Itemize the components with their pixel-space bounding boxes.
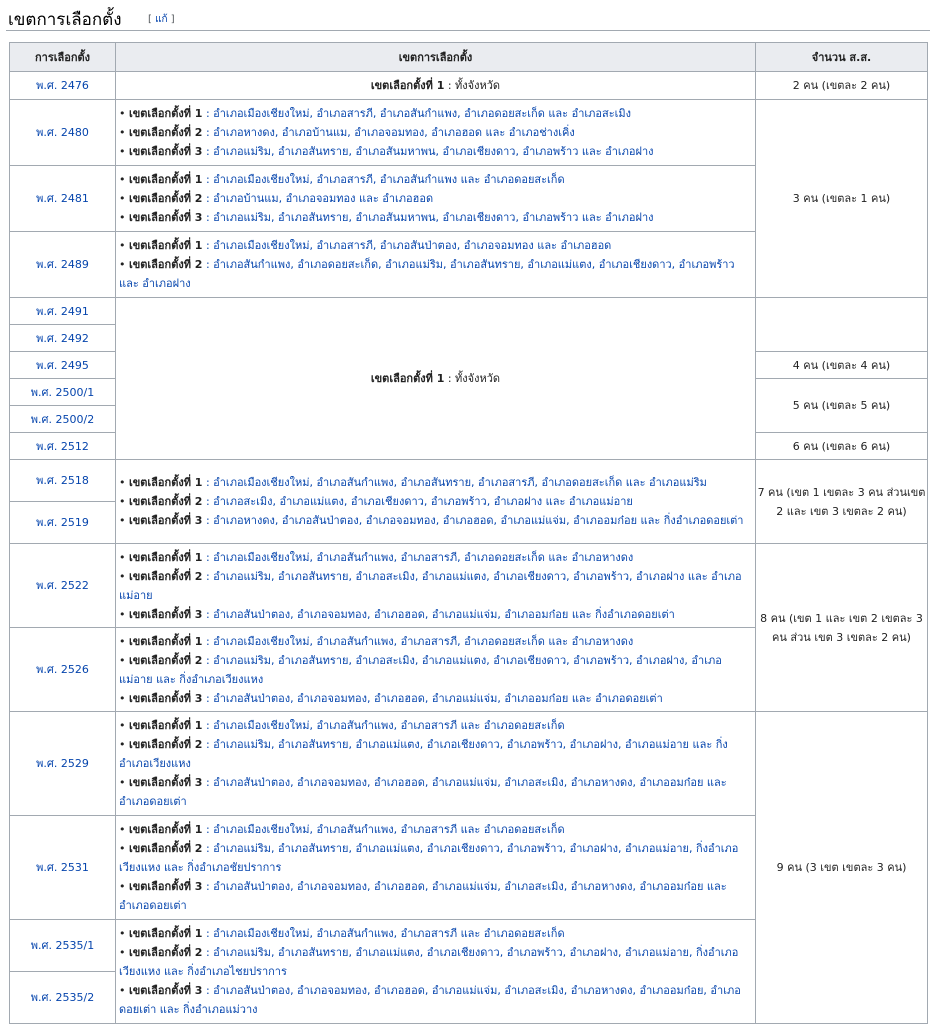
district-cell [116, 628, 756, 712]
district-line: • เขตเลือกตั้งที่ 1 : อำเภอเมืองเชียงใหม่, อำเภอสันกำแพง, อำเภอสารภี และ อำเภอดอยสะเก็ด [119, 719, 565, 732]
district-label: เขตเลือกตั้งที่ 1 [129, 823, 203, 836]
district-line: • เขตเลือกตั้งที่ 2 : อำเภอแม่ริม, อำเภอสันทราย, อำเภอสะเมิง, อำเภอแม่แตง, อำเภอเชียงดาว, อำเภอพร้าว, อำเภอฝาง และ อำเภอแม่อาย [119, 569, 742, 602]
district-cell [116, 712, 756, 816]
whole-province-text: : ทั้งจังหวัด [444, 372, 501, 385]
year-link[interactable]: พ.ศ. 2480 [10, 100, 116, 166]
year-link[interactable]: พ.ศ. 2531 [10, 816, 116, 920]
mp-count-empty [756, 298, 928, 352]
section-title: เขตการเลือกตั้ง [8, 10, 122, 30]
district-line: • เขตเลือกตั้งที่ 3 : อำเภอแม่ริม, อำเภอสันทราย, อำเภอสันมหาพน, อำเภอเชียงดาว, อำเภอพร้าว และ อำเภอฝาง [119, 145, 654, 158]
district-label: เขตเลือกตั้งที่ 2 [129, 258, 203, 271]
district-label: เขตเลือกตั้งที่ 3 [129, 211, 203, 224]
district-line: • เขตเลือกตั้งที่ 2 : อำเภอบ้านแม, อำเภอจอมทอง และ อำเภอฮอด [119, 192, 434, 205]
district-label: เขตเลือกตั้งที่ 2 [129, 738, 203, 751]
district-line: • เขตเลือกตั้งที่ 3 : อำเภอแม่ริม, อำเภอสันทราย, อำเภอสันมหาพน, อำเภอเชียงดาว, อำเภอพร้าว และ อำเภอฝาง [119, 211, 654, 224]
district-cell [116, 100, 756, 166]
district-line: • เขตเลือกตั้งที่ 3 : อำเภอสันป่าตอง, อำเภอจอมทอง, อำเภอฮอด, อำเภอแม่แจ่ม, อำเภออมก๋อย และ กิ่งอำเภอดอยเต่า [119, 607, 675, 621]
district-line: • เขตเลือกตั้งที่ 1 : อำเภอเมืองเชียงใหม่, อำเภอสันกำแพง, อำเภอสารภี, อำเภอดอยสะเก็ด และ อำเภอหางดง [119, 634, 634, 648]
district-line: • เขตเลือกตั้งที่ 2 : อำเภอสันกำแพง, อำเภอดอยสะเก็ด, อำเภอแม่ริม, อำเภอสันทราย, อำเภอแม่แตง, อำเภอเชียงดาว, อำเภอพร้าว และ อำเภอฝาง [119, 258, 735, 290]
district-line: • เขตเลือกตั้งที่ 3 : อำเภอสันป่าตอง, อำเภอจอมทอง, อำเภอฮอด, อำเภอแม่แจ่ม, อำเภอสะเมิง, อำเภอหางดง, อำเภออมก๋อย, อำเภอดอยเต่า และ กิ่งอำเภอแม่วาง [119, 984, 741, 1016]
district-amphoe-list[interactable]: : อำเภอสันป่าตอง, อำเภอจอมทอง, อำเภอฮอด, อำเภอแม่แจ่ม, อำเภออมก๋อย และ อำเภอดอยเต่า [202, 691, 663, 705]
year-link[interactable]: พ.ศ. 2535/1 [10, 920, 116, 972]
district-amphoe-list[interactable]: : อำเภอเมืองเชียงใหม่, อำเภอสารภี, อำเภอสันป่าตอง, อำเภอจอมทอง และ อำเภอฮอด [202, 239, 612, 252]
year-link[interactable]: พ.ศ. 2518 [10, 460, 116, 502]
edit-link-label[interactable]: แก้ [155, 14, 168, 25]
district-amphoe-list[interactable]: : อำเภอบ้านแม, อำเภอจอมทอง และ อำเภอฮอด [202, 192, 434, 205]
district-line: • เขตเลือกตั้งที่ 1 : อำเภอเมืองเชียงใหม่, อำเภอสารภี, อำเภอสันกำแพง, อำเภอดอยสะเก็ด และ อำเภอสะเมิง [119, 107, 631, 120]
district-line: • เขตเลือกตั้งที่ 1 : อำเภอเมืองเชียงใหม่, อำเภอสันกำแพง, อำเภอสารภี และ อำเภอดอยสะเก็ด [119, 823, 565, 836]
mp-count: 4 คน (เขตละ 4 คน) [756, 352, 928, 379]
header-constituency: เขตการเลือกตั้ง [116, 43, 756, 72]
district-label: เขตเลือกตั้งที่ 1 [129, 476, 203, 489]
district-amphoe-list[interactable]: : อำเภอเมืองเชียงใหม่, อำเภอสันกำแพง, อำเภอสันทราย, อำเภอสารภี, อำเภอดอยสะเก็ด และ อำเภอแม่ริม [202, 476, 707, 489]
district-amphoe-list[interactable]: : อำเภอแม่ริม, อำเภอสันทราย, อำเภอสะเมิง, อำเภอแม่แตง, อำเภอเชียงดาว, อำเภอพร้าว, อำเภอฝาง, อำเภอแม่อาย และ กิ่งอำเภอเวียงแหง [119, 653, 722, 686]
district-label: เขตเลือกตั้งที่ 3 [129, 880, 203, 893]
header-election: การเลือกตั้ง [10, 43, 116, 72]
district-label: เขตเลือกตั้งที่ 2 [129, 126, 203, 139]
section-heading [6, 2, 930, 31]
whole-province-cell [116, 72, 756, 100]
year-link[interactable]: พ.ศ. 2522 [10, 544, 116, 628]
district-label: เขตเลือกตั้งที่ 2 [129, 569, 203, 583]
district-amphoe-list[interactable]: : อำเภอเมืองเชียงใหม่, อำเภอสารภี, อำเภอสันกำแพง และ อำเภอดอยสะเก็ด [202, 173, 565, 186]
year-link[interactable]: พ.ศ. 2500/1 [10, 379, 116, 406]
district-line: • เขตเลือกตั้งที่ 2 : อำเภอสะเมิง, อำเภอแม่แตง, อำเภอเชียงดาว, อำเภอพร้าว, อำเภอฝาง และ อำเภอแม่อาย [119, 495, 633, 508]
district-amphoe-list[interactable]: : อำเภอเมืองเชียงใหม่, อำเภอสารภี, อำเภอสันกำแพง, อำเภอดอยสะเก็ด และ อำเภอสะเมิง [202, 107, 631, 120]
mp-count: 2 คน (เขตละ 2 คน) [756, 72, 928, 100]
header-mp-count: จำนวน ส.ส. [756, 43, 928, 72]
district-label: เขตเลือกตั้งที่ 1 [370, 372, 445, 385]
year-link[interactable]: พ.ศ. 2491 [10, 298, 116, 325]
district-amphoe-list[interactable]: : อำเภอสันป่าตอง, อำเภอจอมทอง, อำเภอฮอด, อำเภอแม่แจ่ม, อำเภออมก๋อย และ กิ่งอำเภอดอยเต่า [202, 607, 675, 621]
district-line: • เขตเลือกตั้งที่ 1 : อำเภอเมืองเชียงใหม่, อำเภอสันกำแพง, อำเภอสันทราย, อำเภอสารภี, อำเภอดอยสะเก็ด และ อำเภอแม่ริม [119, 476, 707, 489]
district-amphoe-list[interactable]: : อำเภอหางดง, อำเภอบ้านแม, อำเภอจอมทอง, อำเภอฮอด และ อำเภอช่างเคิ่ง [202, 126, 575, 139]
year-link[interactable]: พ.ศ. 2512 [10, 433, 116, 460]
district-label: เขตเลือกตั้งที่ 1 [129, 107, 203, 120]
district-amphoe-list[interactable]: : อำเภอแม่ริม, อำเภอสันทราย, อำเภอแม่แตง, อำเภอเชียงดาว, อำเภอพร้าว, อำเภอฝาง, อำเภอแม่อาย และ กิ่งอำเภอเวียงแหง [119, 738, 728, 770]
mp-count: 8 คน (เขต 1 และ เขต 2 เขตละ 3 คน ส่วน เขต 3 เขตละ 2 คน) [756, 544, 928, 712]
year-link[interactable]: พ.ศ. 2492 [10, 325, 116, 352]
constituency-table [9, 42, 928, 1024]
district-label: เขตเลือกตั้งที่ 2 [129, 842, 203, 855]
district-line: • เขตเลือกตั้งที่ 2 : อำเภอแม่ริม, อำเภอสันทราย, อำเภอสะเมิง, อำเภอแม่แตง, อำเภอเชียงดาว, อำเภอพร้าว, อำเภอฝาง, อำเภอแม่อาย และ กิ่งอำเภอเวียงแหง [119, 653, 722, 686]
district-amphoe-list[interactable]: : อำเภอแม่ริม, อำเภอสันทราย, อำเภอสันมหาพน, อำเภอเชียงดาว, อำเภอพร้าว และ อำเภอฝาง [202, 145, 654, 158]
district-line: • เขตเลือกตั้งที่ 3 : อำเภอหางดง, อำเภอสันป่าตอง, อำเภอจอมทอง, อำเภอฮอด, อำเภอแม่แจ่ม, อำเภออมก๋อย และ กิ่งอำเภอดอยเต่า [119, 514, 744, 527]
district-amphoe-list[interactable]: : อำเภอเมืองเชียงใหม่, อำเภอสันกำแพง, อำเภอสารภี, อำเภอดอยสะเก็ด และ อำเภอหางดง [202, 550, 634, 564]
district-label: เขตเลือกตั้งที่ 1 [129, 173, 203, 186]
district-line: • เขตเลือกตั้งที่ 3 : อำเภอสันป่าตอง, อำเภอจอมทอง, อำเภอฮอด, อำเภอแม่แจ่ม, อำเภอสะเมิง, อำเภอหางดง, อำเภออมก๋อย และ อำเภอดอยเต่า [119, 880, 727, 912]
table-row [10, 544, 928, 628]
mp-count: 9 คน (3 เขต เขตละ 3 คน) [756, 712, 928, 1024]
district-cell [116, 816, 756, 920]
district-line: • เขตเลือกตั้งที่ 3 : อำเภอสันป่าตอง, อำเภอจอมทอง, อำเภอฮอด, อำเภอแม่แจ่ม, อำเภอสะเมิง, อำเภอหางดง, อำเภออมก๋อย และ อำเภอดอยเต่า [119, 776, 727, 808]
table-row [10, 298, 928, 325]
table-row [10, 712, 928, 816]
district-line: • เขตเลือกตั้งที่ 1 : อำเภอเมืองเชียงใหม่, อำเภอสารภี, อำเภอสันป่าตอง, อำเภอจอมทอง และ อำเภอฮอด [119, 239, 612, 252]
mp-count: 5 คน (เขตละ 5 คน) [756, 379, 928, 433]
district-cell [116, 460, 756, 544]
district-label: เขตเลือกตั้งที่ 3 [129, 691, 203, 705]
year-link[interactable]: พ.ศ. 2495 [10, 352, 116, 379]
district-amphoe-list[interactable]: : อำเภอสันกำแพง, อำเภอดอยสะเก็ด, อำเภอแม่ริม, อำเภอสันทราย, อำเภอแม่แตง, อำเภอเชียงดาว, อำเภอพร้าว และ อำเภอฝาง [119, 258, 735, 290]
edit-section-link[interactable]: [ แก้ ] [148, 14, 175, 25]
district-line: • เขตเลือกตั้งที่ 2 : อำเภอแม่ริม, อำเภอสันทราย, อำเภอแม่แตง, อำเภอเชียงดาว, อำเภอพร้าว, อำเภอฝาง, อำเภอแม่อาย, กิ่งอำเภอเวียงแหง และ กิ่งอำเภอไชยปราการ [119, 946, 739, 978]
table-row [10, 100, 928, 166]
district-amphoe-list[interactable]: : อำเภอแม่ริม, อำเภอสันทราย, อำเภอแม่แตง, อำเภอเชียงดาว, อำเภอพร้าว, อำเภอฝาง, อำเภอแม่อาย, กิ่งอำเภอเวียงแหง และ กิ่งอำเภอไชยปราการ [119, 946, 739, 978]
year-link[interactable]: พ.ศ. 2500/2 [10, 406, 116, 433]
district-label: เขตเลือกตั้งที่ 3 [129, 776, 203, 789]
district-label: เขตเลือกตั้งที่ 2 [129, 946, 203, 959]
district-label: เขตเลือกตั้งที่ 2 [129, 192, 203, 205]
district-amphoe-list[interactable]: : อำเภอแม่ริม, อำเภอสันทราย, อำเภอแม่แตง, อำเภอเชียงดาว, อำเภอพร้าว, อำเภอฝาง, อำเภอแม่อาย, กิ่งอำเภอเวียงแหง และ กิ่งอำเภอชัยปราการ [119, 842, 739, 874]
district-amphoe-list[interactable]: : อำเภอแม่ริม, อำเภอสันทราย, อำเภอสันมหาพน, อำเภอเชียงดาว, อำเภอพร้าว และ อำเภอฝาง [202, 211, 654, 224]
year-link[interactable]: พ.ศ. 2489 [10, 232, 116, 298]
district-cell [116, 232, 756, 298]
district-label: เขตเลือกตั้งที่ 1 [129, 634, 203, 648]
district-line: • เขตเลือกตั้งที่ 3 : อำเภอสันป่าตอง, อำเภอจอมทอง, อำเภอฮอด, อำเภอแม่แจ่ม, อำเภออมก๋อย และ อำเภอดอยเต่า [119, 691, 663, 705]
year-link[interactable]: พ.ศ. 2481 [10, 166, 116, 232]
district-label: เขตเลือกตั้งที่ 2 [129, 653, 203, 667]
district-amphoe-list[interactable]: : อำเภอเมืองเชียงใหม่, อำเภอสันกำแพง, อำเภอสารภี และ อำเภอดอยสะเก็ด [202, 927, 565, 940]
district-label: เขตเลือกตั้งที่ 3 [129, 984, 203, 997]
district-amphoe-list[interactable]: : อำเภอแม่ริม, อำเภอสันทราย, อำเภอสะเมิง, อำเภอแม่แตง, อำเภอเชียงดาว, อำเภอพร้าว, อำเภอฝาง และ อำเภอแม่อาย [119, 569, 742, 602]
district-amphoe-list[interactable]: : อำเภอเมืองเชียงใหม่, อำเภอสันกำแพง, อำเภอสารภี และ อำเภอดอยสะเก็ด [202, 823, 565, 836]
district-cell [116, 544, 756, 628]
district-label: เขตเลือกตั้งที่ 1 [129, 239, 203, 252]
year-link[interactable]: พ.ศ. 2476 [10, 72, 116, 100]
year-link[interactable]: พ.ศ. 2535/2 [10, 972, 116, 1024]
district-amphoe-list[interactable]: : อำเภอหางดง, อำเภอสันป่าตอง, อำเภอจอมทอง, อำเภอฮอด, อำเภอแม่แจ่ม, อำเภออมก๋อย และ กิ่งอำเภอดอยเต่า [202, 514, 744, 527]
mp-count: 3 คน (เขตละ 1 คน) [756, 100, 928, 298]
mp-count: 6 คน (เขตละ 6 คน) [756, 433, 928, 460]
district-label: เขตเลือกตั้งที่ 1 [129, 719, 203, 732]
year-link[interactable]: พ.ศ. 2529 [10, 712, 116, 816]
district-line: • เขตเลือกตั้งที่ 1 : อำเภอเมืองเชียงใหม่, อำเภอสารภี, อำเภอสันกำแพง และ อำเภอดอยสะเก็ด [119, 173, 565, 186]
district-label: เขตเลือกตั้งที่ 3 [129, 145, 203, 158]
district-amphoe-list[interactable]: : อำเภอเมืองเชียงใหม่, อำเภอสันกำแพง, อำเภอสารภี และ อำเภอดอยสะเก็ด [202, 719, 565, 732]
district-label: เขตเลือกตั้งที่ 3 [129, 514, 203, 527]
district-label: เขตเลือกตั้งที่ 2 [129, 495, 203, 508]
district-amphoe-list[interactable]: : อำเภอสันป่าตอง, อำเภอจอมทอง, อำเภอฮอด, อำเภอแม่แจ่ม, อำเภอสะเมิง, อำเภอหางดง, อำเภออมก๋อย, อำเภอดอยเต่า และ กิ่งอำเภอแม่วาง [119, 984, 741, 1016]
table-row [10, 460, 928, 502]
table-header-row [10, 43, 928, 72]
year-link[interactable]: พ.ศ. 2526 [10, 628, 116, 712]
district-amphoe-list[interactable]: : อำเภอเมืองเชียงใหม่, อำเภอสันกำแพง, อำเภอสารภี, อำเภอดอยสะเก็ด และ อำเภอหางดง [202, 634, 634, 648]
whole-province-text: : ทั้งจังหวัด [444, 79, 501, 92]
district-label: เขตเลือกตั้งที่ 1 [129, 927, 203, 940]
district-label: เขตเลือกตั้งที่ 1 [370, 79, 445, 92]
district-amphoe-list[interactable]: : อำเภอสะเมิง, อำเภอแม่แตง, อำเภอเชียงดาว, อำเภอพร้าว, อำเภอฝาง และ อำเภอแม่อาย [202, 495, 633, 508]
district-cell [116, 166, 756, 232]
district-line: • เขตเลือกตั้งที่ 1 : อำเภอเมืองเชียงใหม่, อำเภอสันกำแพง, อำเภอสารภี, อำเภอดอยสะเก็ด และ อำเภอหางดง [119, 550, 634, 564]
district-label: เขตเลือกตั้งที่ 1 [129, 550, 203, 564]
district-amphoe-list[interactable]: : อำเภอสันป่าตอง, อำเภอจอมทอง, อำเภอฮอด, อำเภอแม่แจ่ม, อำเภอสะเมิง, อำเภอหางดง, อำเภออมก๋อย และ อำเภอดอยเต่า [119, 880, 727, 912]
table-row [10, 72, 928, 100]
district-cell [116, 920, 756, 1024]
mp-count: 7 คน (เขต 1 เขตละ 3 คน ส่วนเขต 2 และ เขต 3 เขตละ 2 คน) [756, 460, 928, 544]
district-line: • เขตเลือกตั้งที่ 1 : อำเภอเมืองเชียงใหม่, อำเภอสันกำแพง, อำเภอสารภี และ อำเภอดอยสะเก็ด [119, 927, 565, 940]
district-line: • เขตเลือกตั้งที่ 2 : อำเภอแม่ริม, อำเภอสันทราย, อำเภอแม่แตง, อำเภอเชียงดาว, อำเภอพร้าว, อำเภอฝาง, อำเภอแม่อาย และ กิ่งอำเภอเวียงแหง [119, 738, 728, 770]
year-link[interactable]: พ.ศ. 2519 [10, 502, 116, 544]
whole-province-cell [116, 298, 756, 460]
district-line: • เขตเลือกตั้งที่ 2 : อำเภอหางดง, อำเภอบ้านแม, อำเภอจอมทอง, อำเภอฮอด และ อำเภอช่างเคิ่ง [119, 126, 575, 139]
district-label: เขตเลือกตั้งที่ 3 [129, 607, 203, 621]
district-amphoe-list[interactable]: : อำเภอสันป่าตอง, อำเภอจอมทอง, อำเภอฮอด, อำเภอแม่แจ่ม, อำเภอสะเมิง, อำเภอหางดง, อำเภออมก๋อย และ อำเภอดอยเต่า [119, 776, 727, 808]
district-line: • เขตเลือกตั้งที่ 2 : อำเภอแม่ริม, อำเภอสันทราย, อำเภอแม่แตง, อำเภอเชียงดาว, อำเภอพร้าว, อำเภอฝาง, อำเภอแม่อาย, กิ่งอำเภอเวียงแหง และ กิ่งอำเภอชัยปราการ [119, 842, 739, 874]
